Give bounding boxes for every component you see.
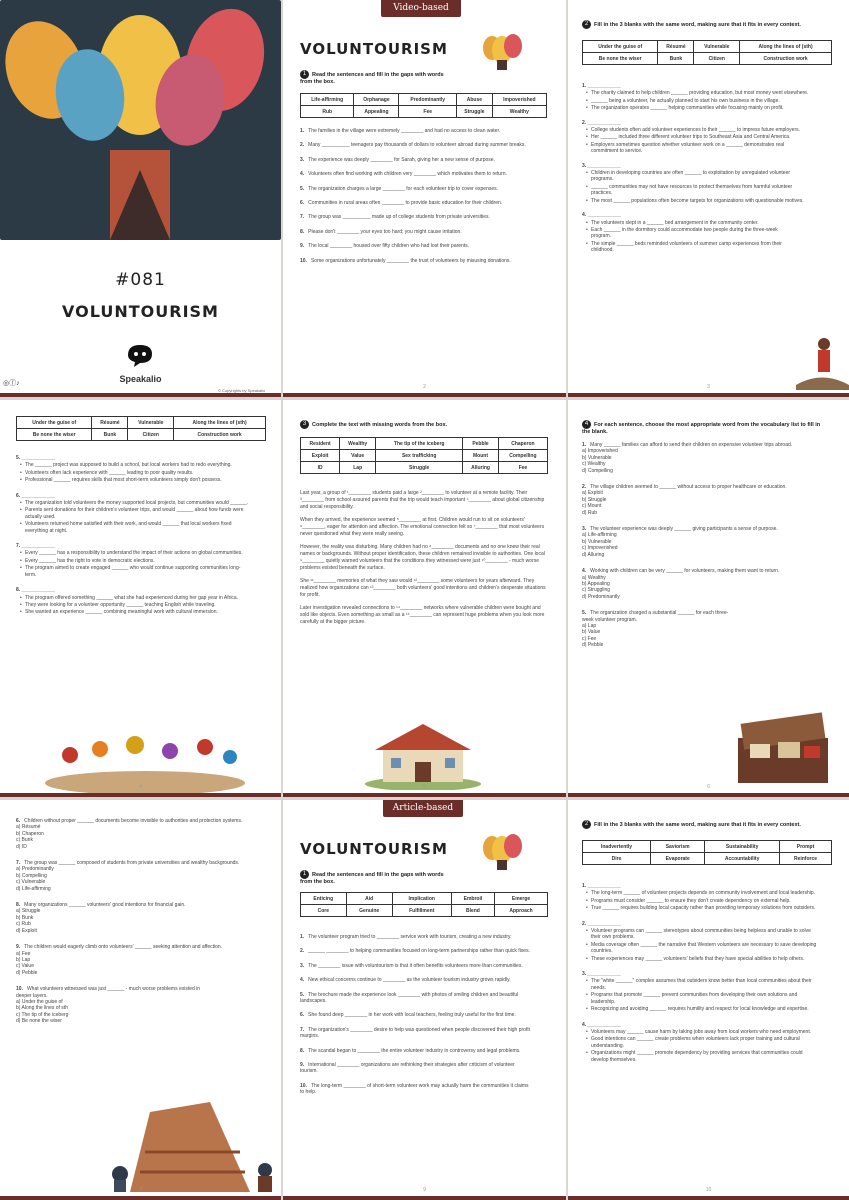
option[interactable]: b) Compelling: [16, 872, 47, 879]
exercise-sentence: • Every ______ has the right to vote in democratic elections.: [20, 558, 251, 564]
exercise-sentence: • Organizations might ______ promote dependency by providing services that communities could develop themselves.: [586, 1050, 817, 1063]
exercise-number-1: 1: [300, 70, 309, 79]
vocab-word: Résumé: [658, 41, 694, 53]
exercise-sentence: • Good intentions can ______ create problems when volunteers lack proper training and cultural understanding.: [586, 1036, 817, 1049]
option[interactable]: b) Struggle: [582, 496, 607, 503]
option[interactable]: c) The tip of the iceberg: [16, 1011, 69, 1018]
option[interactable]: d) Rub: [582, 509, 598, 516]
vocab-word: Core: [301, 905, 347, 917]
page-multiple-choice-2: 6. Children without proper ______ documents become invisible to authorities and protection systems. a) Résumé b) Chaperon c) Bunk d) ID 7. The group was ______ composed of students from private universities and wealthy backgrounds. a) Predominantly b) Compelling c) Vulnerable d) Life-affirming 8. Many organizations ______ volunteers' good intentions for financial gain. a) Struggle b) Bunk c) Rub d) Exploit 9. The children would eagerly climb onto volunteers' ______ seeking attention and affection. a) Fee b) Lap c) Value d) Pebble 10. What volunteers witnessed was just ______ - much worse problems existed in deeper layers. a) Under the guise of b) Along the lines of sth c) The tip of the iceberg d) Be none the wiser 7: [0, 800, 281, 1200]
footer-bar: [0, 1196, 281, 1200]
vocab-word: Compelling: [498, 450, 547, 462]
masks-illustration: [0, 0, 281, 240]
vocab-word: Predominantly: [399, 94, 457, 106]
page-number: 2: [423, 384, 426, 390]
vocab-word: Fee: [399, 106, 457, 118]
option[interactable]: b) Appealing: [582, 580, 610, 587]
footer-bar: [283, 793, 566, 797]
vocab-word: Embroil: [451, 893, 494, 905]
question-text: The village children seemed to ______ without access to proper healthcare or education.: [590, 484, 787, 491]
option[interactable]: b) Lap: [16, 956, 31, 963]
exercise-item: New ethical concerns continue to ________ as the volunteer tourism industry grows rapidly.: [308, 977, 511, 984]
option[interactable]: d) Life-affirming: [16, 885, 51, 892]
exercise-number-2: 2: [582, 20, 591, 29]
vocab-word: Alluring: [463, 462, 499, 474]
school-illustration: [363, 718, 483, 790]
exercise-sentence: • The charity claimed to help children ______ providing education, but most money went elsewhere.: [586, 90, 812, 96]
figure-illustration: [796, 330, 849, 390]
vocab-word: Inadvertently: [583, 841, 651, 853]
exercise-instruction: Read the sentences and fill in the gaps with words from the box.: [300, 71, 444, 85]
page-video-gapfill: Video-based VOLUNTOURISM 1 Read the sentences and fill in the gaps with words from the box. Life-affirming Orphanage Predominantly Abuse Impoverished Rub Appealing Fee Struggle Wealthy 1. The families in the village were extremely ________ and had no access to clean water. 2. Many __________ teenagers pay thousands of dollars to volunteer abroad during summer breaks. 3. The experience was deeply ________ for Sarah, giving her a new sense of purpose. 4. Volunteers often find working with children very ________ which motivates them to return. 5. The organization charges a large ________ for each volunteer trip to cover expenses. 6. Communities in rural areas often ________ to provide basic education for their children. 7. The group was __________ made up of college students from private universities. 8. Please don't ________ your eyes too hard; you might cause irritation. 9. The local ________ housed over fifty children who had lost their parents. 10. Some organizations unfortunately ________ the trust of volunteers by misusing donations. 2: [283, 0, 566, 397]
option[interactable]: d) ID: [16, 843, 27, 850]
exercise-item: Some organizations unfortunately ________ the trust of volunteers by misusing donations.: [310, 257, 511, 264]
cover-page: [0, 0, 281, 397]
exercise-sentence: • The most ______ populations often become targets for organizations with questionable motives.: [586, 198, 812, 204]
vocab-word: Resident: [301, 438, 340, 450]
option[interactable]: c) Rub: [16, 921, 31, 928]
vocab-word: Enticing: [301, 893, 347, 905]
text-paragraph: She ¹¹________ memories of what they saw would ¹²________ some volunteers for years afterward. They realized how organizations can ¹³________ both volunteers' good intentions and children's desperate situations for profit.: [300, 578, 546, 598]
masks-thumbnail: [480, 30, 524, 70]
question-text: The children would eagerly climb onto volunteers' ______ seeking attention and affection.: [24, 944, 223, 951]
vocab-word: Evaporate: [651, 853, 705, 865]
exercise-item: The ________ issue with voluntourism is that it often benefits volunteers more than communities.: [308, 962, 523, 969]
pebbles-illustration: [100, 1092, 280, 1192]
option[interactable]: b) Chaperon: [16, 830, 44, 837]
exercise-sentence: • College students often add volunteer experiences to their ______ to impress future employers.: [586, 127, 812, 133]
option[interactable]: b) Vulnerable: [582, 538, 612, 545]
vocab-word: The tip of the iceberg: [376, 438, 463, 450]
option[interactable]: b) Value: [582, 629, 601, 636]
option[interactable]: c) Wealthy: [582, 461, 606, 468]
exercise-item: The brochure made the experience look ________ with photos of smiling children and beautiful landscapes.: [300, 991, 519, 1005]
exercise-instruction: Fill in the 3 blanks with the same word, making sure that it fits in every context.: [594, 21, 801, 28]
tiktok-icon[interactable]: ♪: [16, 380, 20, 387]
exercise-sentence: • Volunteer programs can ______ stereotypes about communities being helpless and unable to solve their own problems.: [586, 928, 817, 941]
suitcase-illustration: [728, 708, 838, 788]
text-paragraph: Later investigation revealed connections to ¹⁴________ networks where vulnerable children were bought and sold like objects. Even something as small as a ¹⁵________ can represent huge problems when you look more carefully at the bigger picture.: [300, 605, 545, 625]
exercise-item: The organization's ________ desire to help was questioned when people discovered their high profit margins.: [300, 1026, 530, 1040]
vocab-word: Chaperon: [498, 438, 547, 450]
text-paragraph: When they arrived, the experience seemed ⁵________ at first. Children would run to sit on volunteers' ⁶________, eager for attention and affection. The emotional connection felt so ⁷________ that most volunteers never questioned what they were really seeing.: [300, 517, 545, 537]
exercise-sentence: • Parents sent donations for their children's volunteer trips, and would ______ about how funds were actually used.: [20, 507, 251, 520]
option[interactable]: a) Under the guise of: [16, 998, 63, 1005]
exercise-sentence: • The simple ______ beds reminded volunteers of summer camp experiences from their childhood.: [586, 241, 782, 254]
brand-name: Speakalio: [119, 374, 162, 384]
vocab-word: Construction work: [740, 53, 832, 65]
option[interactable]: d) Alluring: [582, 551, 605, 558]
option[interactable]: d) Exploit: [16, 927, 37, 934]
vocab-word: Approach: [495, 905, 548, 917]
exercise-item: The local ________ housed over fifty children who had lost their parents.: [308, 243, 470, 250]
exercise-sentence: • Programs that promote ______ prevent communities from developing their own solutions and leadership.: [586, 992, 817, 1005]
vocab-word: Genuine: [346, 905, 392, 917]
exercise-instruction: Read the sentences and fill in the gaps with words from the box.: [300, 871, 444, 885]
page-multiple-choice-1: 4 For each sentence, choose the most appropriate word from the vocabulary list to fill in the blank. 1. Many ______ families can afford to send their children on expensive volunteer trips abroad. a) Impoverished b) Vulnerable c) Wealthy d) Compelling 2. The village children seemed to ______ without access to proper healthcare or education. a) Exploit b) Struggle c) Mount d) Rub 3. The volunteer experience was deeply ______ giving participants a sense of purpose. a) Life-affirming b) Vulnerable c) Impoverished d) Alluring 4. Working with children can be very ______ for volunteers, making them want to return. a) Wealthy b) Appealing c) Struggling d) Predominantly 5. The organization charged a substantial ______ for each three-week volunteer program. a) Lap b) Value c) Fee d) Pebble 6: [568, 400, 849, 797]
question-text: The group was ______ composed of students from private universities and wealthy backgrounds.: [24, 860, 240, 867]
vocab-word: Lap: [340, 462, 376, 474]
exercise-sentence: • ______ communities may not have resources to protect themselves from harmful volunteer practices.: [586, 184, 812, 197]
footer-bar: [0, 793, 281, 797]
vocab-word: Vulnerable: [694, 41, 740, 53]
option[interactable]: d) Pebble: [16, 969, 38, 976]
exercise-number-2: 2: [582, 820, 591, 829]
vocab-word: Sex trafficking: [376, 450, 463, 462]
exercise-sentence: • Volunteers returned home satisfied with their work, and would ______ that local workers fixed everything at night.: [20, 521, 251, 534]
page-text-completion: [283, 400, 566, 797]
vocab-word: Abuse: [457, 94, 493, 106]
video-based-tag: Video-based: [381, 0, 461, 17]
exercise-sentence: • Each ______ in the dormitory could accommodate two people during the three-week program.: [586, 227, 782, 240]
exercise-item: International ________ organizations are rethinking their strategies after criticism of volunteer tourism.: [300, 1062, 515, 1075]
footer-bar: [283, 393, 566, 397]
option[interactable]: a) Predominantly: [16, 866, 54, 873]
vocab-word: Citizen: [694, 53, 740, 65]
exercise-item: The families in the village were extremely ________ and had no access to clean water.: [308, 128, 501, 134]
vocab-word: Emerge: [495, 893, 548, 905]
vocab-box: [582, 40, 832, 65]
vocab-word: Wealthy: [340, 438, 376, 450]
copyright: © Copyrights by Speakalio: [218, 388, 266, 393]
footer-bar: [568, 793, 849, 797]
option[interactable]: d) Be none the wiser: [16, 1018, 62, 1025]
exercise-item: ______ ________ to helping communities focused on long-term partnerships rather than quick fixes.: [308, 948, 530, 955]
section-title: VOLUNTOURISM: [300, 40, 448, 58]
vocab-word: Orphanage: [354, 94, 399, 106]
option[interactable]: b) Along the lines of sth: [16, 1005, 68, 1012]
vocab-word: Fee: [498, 462, 547, 474]
vocab-word: Fulfillment: [392, 905, 451, 917]
exercise-sentence: • Children in developing countries are often ______ to exploitation by unregulated volunteer programs.: [586, 170, 812, 183]
vocab-box: [16, 416, 266, 441]
question-text: Many organizations ______ volunteers' good intentions for financial gain.: [24, 902, 186, 909]
text-paragraph: However, the reality was disturbing. Many children had no ⁸________ documents and no one knew their real names or backgrounds. Without proper identification, these children remained invisible to authorities. One local ⁹________ quietly warned volunteers that the conditions they witnessed were just ¹⁰________ - much worse problems existed beneath the surface.: [300, 544, 545, 571]
question-text: Children without proper ______ documents become invisible to authorities and protection systems.: [24, 818, 243, 824]
question-text: The organization charged a substantial ______ for each three-week volunteer program.: [582, 610, 729, 623]
option[interactable]: a) Exploit: [582, 490, 603, 497]
vocab-word: Accountability: [705, 853, 780, 865]
option[interactable]: a) Wealthy: [582, 574, 606, 581]
vocab-box: [300, 437, 548, 474]
exercise-item: Many __________ teenagers pay thousands of dollars to volunteer abroad during summer breaks.: [308, 142, 526, 149]
option[interactable]: b) Bunk: [16, 914, 34, 921]
option[interactable]: c) Fee: [582, 635, 597, 642]
vocab-word: Saviorism: [651, 841, 705, 853]
page-number: 6: [707, 784, 710, 790]
exercise-number-4: 4: [582, 420, 591, 429]
exercise-sentence: • Her ______ included three different volunteer trips to Southeast Asia and Central America.: [586, 134, 812, 140]
question-text: Working with children can be very ______ for volunteers, making them want to return.: [590, 568, 780, 575]
vocab-word: Implication: [392, 893, 451, 905]
exercise-sentence: • The long-term ______ of volunteer projects depends on community involvement and local leadership.: [586, 890, 817, 896]
exercise-sentence: • Employers sometimes question whether volunteer work on a ______ demonstrates real commitment to service.: [586, 142, 812, 155]
page-number: 7: [139, 1187, 142, 1193]
vocab-word: Under the guise of: [583, 41, 658, 53]
vocab-word: Life-affirming: [301, 94, 354, 106]
exercise-sentence: • Media coverage often ______ the narrative that Western volunteers are necessary to save developing countries.: [586, 942, 817, 955]
vocab-word: Impoverished: [492, 94, 546, 106]
exercise-item: Volunteers often find working with children very ________ which motivates them to return.: [308, 171, 507, 178]
exercise-sentence: • ______ being a volunteer, he actually planned to start his own business in the village.: [586, 98, 812, 104]
exercise-sentence: • Every ______ has a responsibility to understand the impact of their actions on global communities.: [20, 550, 251, 556]
exercise-sentence: • The ______ project was supposed to build a school, but local workers had to redo everything.: [20, 462, 251, 468]
option[interactable]: d) Compelling: [582, 467, 613, 474]
vocab-word: Be none the wiser: [17, 429, 92, 441]
vocab-word: Bunk: [658, 53, 694, 65]
vocab-word: Pebble: [463, 438, 499, 450]
vocab-word: Value: [340, 450, 376, 462]
question-text: The volunteer experience was deeply ______ giving participants a sense of purpose.: [590, 526, 778, 533]
exercise-sentence: • The volunteers slept in a ______ bed arrangement in the community center.: [586, 220, 782, 226]
exercise-item: She found deep ________ in her work with local teachers, feeling truly useful for the first time.: [308, 1012, 516, 1019]
page-same-word-article: 2 Fill in the 3 blanks with the same word, making sure that it fits in every context. Inadvertently Saviorism Sustainability Prompt Dire Evaporate Accountability Reinforce 1. ____________ • The long-term ______ of volunteer projects depends on community involvement and local leadership. • Programs must consider ______ to ensure they don't create dependency on external help. • True ______ requires building local capacity rather than providing temporary solutions from outsiders. 2. ____________ • Volunteer programs can ______ stereotypes about communities being helpless and unable to solve their own problems. • Media coverage often ______ the narrative that Western volunteers are necessary to save developing countries. • These experiences may ______ volunteers' beliefs that they have special abilities to help others. 3. ____________ • The "white ______" complex assumes that outsiders know better than local communities about their needs. • Programs that promote ______ prevent communities from developing their own solutions and leadership. • Recognizing and avoiding ______ requires humility and respect for local knowledge and expertise. 4. ____________ • Volunteers may ______ cause harm by taking jobs away from local workers who need employment. • Good intentions can ______ create problems when volunteers lack proper training and cultural understanding. • Organizations might ______ promote dependency by providing services that communities could develop themselves. 10: [568, 800, 849, 1200]
exercise-sentence: • True ______ requires building local capacity rather than providing temporary solutions from outsiders.: [586, 905, 817, 911]
option[interactable]: c) Bunk: [16, 837, 33, 844]
vocab-word: Citizen: [128, 429, 174, 441]
vocab-box: [300, 892, 548, 917]
exercise-sentence: • Volunteers often lack experience with ______ leading to poor quality results.: [20, 470, 251, 476]
workbook-code: #081: [115, 270, 166, 290]
exercise-item: The experience was deeply ________ for Sarah, giving her a new sense of purpose.: [308, 156, 495, 163]
option[interactable]: a) Struggle: [16, 908, 41, 915]
option[interactable]: a) Impoverished: [582, 448, 618, 455]
question-text: Many ______ families can afford to send their children on expensive volunteer trips abroad.: [590, 442, 793, 448]
facebook-icon[interactable]: ⓕ: [9, 380, 17, 387]
exercise-sentence: • The program aimed to create engaged ______ who would continue supporting communities long-term.: [20, 565, 251, 578]
vocab-word: Construction work: [174, 429, 266, 441]
option[interactable]: c) Mount: [582, 503, 602, 510]
page-number: 5: [423, 784, 426, 790]
exercise-sentence: • Recognizing and avoiding ______ requires humility and respect for local knowledge and expertise.: [586, 1006, 817, 1012]
exercise-instruction: Fill in the 3 blanks with the same word, making sure that it fits in every context.: [594, 821, 801, 828]
footer-bar: [568, 393, 849, 397]
vocab-word: Struggle: [376, 462, 463, 474]
page-article-gapfill: Article-based VOLUNTOURISM 1 Read the sentences and fill in the gaps with words from the box. Enticing Aid Implication Embroil Emerge Core Genuine Fulfillment Blend Approach 1. The volunteer program tried to ________ service work with tourism, creating a new industry. 2. ______ ________ to helping communities focused on long-term partnerships rather than quick fixes. 3. The ________ issue with voluntourism is that it often benefits volunteers more than communities. 4. New ethical concerns continue to ________ as the volunteer tourism industry grows rapidly. 5. The brochure made the experience look ________ with photos of smiling children and beautiful landscapes. 6. She found deep ________ in her work with local teachers, feeling truly useful for the first time. 7. The organization's ________ desire to help was questioned when people discovered their high profit margins. 8. The scandal began to ________ the entire volunteer industry in controversy and legal problems. 9. International ________ organizations are rethinking their strategies after criticism of volunteer tourism. 10. The long-term ________ of short-term volunteer work may actually harm the communities it claims to help. 9: [283, 800, 566, 1200]
vocab-word: Wealthy: [492, 106, 546, 118]
exercise-sentence: • The program offered something ______ what she had experienced during her gap year in Africa.: [20, 595, 251, 601]
vocab-box: [582, 840, 832, 865]
vocab-word: Dire: [583, 853, 651, 865]
vocab-word: Rub: [301, 106, 354, 118]
vocab-word: Sustainability: [705, 841, 780, 853]
vocab-word: Blend: [451, 905, 494, 917]
page-number: 10: [705, 1187, 712, 1193]
exercise-instruction: Complete the text with missing words from the box.: [312, 421, 448, 428]
vocab-word: Résumé: [92, 417, 128, 429]
exercise-instruction: For each sentence, choose the most appropriate word from the vocabulary list to fill in the blank.: [582, 421, 821, 435]
exercise-item: The group was __________ made up of college students from private universities.: [308, 214, 490, 221]
vocab-word: Prompt: [779, 841, 831, 853]
page-same-word-1: 2 Fill in the 3 blanks with the same word, making sure that it fits in every context. Under the guise of Résumé Vulnerable Along the lines of (sth) Be none the wiser Bunk Citizen Construction work 1. ____________ • The charity claimed to help children ______ providing education, but most money went elsewhere. • ______ being a volunteer, he actually planned to start his own business in the village. • The organization operates ______ helping communities while focusing mainly on profit. 2. ____________ • College students often add volunteer experiences to their ______ to impress future employers. • Her ______ included three different volunteer trips to Southeast Asia and Central America. • Employers sometimes question whether volunteer work on a ______ demonstrates real commitment to service. 3. ____________ • Children in developing countries are often ______ to exploitation by unregulated volunteer programs. • ______ communities may not have resources to protect themselves from harmful volunteer practices. • The most ______ populations often become targets for organizations with questionable motives. 4. ____________ • The volunteers slept in a ______ bed arrangement in the community center. • Each ______ in the dormitory could accommodate two people during the three-week program. • The simple ______ beds reminded volunteers of summer camp experiences from their childhood. 3: [568, 0, 849, 397]
page-same-word-2: Under the guise of Résumé Vulnerable Along the lines of (sth) Be none the wiser Bunk Citizen Construction work 5. ____________ • The ______ project was supposed to build a school, but local workers had to redo everything. • Volunteers often lack experience with ______ leading to poor quality results. • Professional ______ requires skills that most short-term volunteers simply don't possess. 6. ____________ • The organization told volunteers the money supported local projects, but communities would ______. • Parents sent donations for their children's volunteer trips, and would ______ about how funds were actually used. • Volunteers returned home satisfied with their work, and would ______ that local workers fixed everything at night. 7. ____________ • Every ______ has a responsibility to understand the impact of their actions on global communities. • Every ______ has the right to vote in democratic elections. • The program aimed to create engaged ______ who would continue supporting communities long-term. 8. ____________ • The program offered something ______ what she had experienced during her gap year in Africa. • They were looking for a volunteer opportunity ______ teaching English while traveling. • She wanted an experience ______ combining meaningful work with cultural immersion. 4: [0, 400, 281, 797]
option[interactable]: d) Predominantly: [582, 593, 620, 600]
vocab-word: Bunk: [92, 429, 128, 441]
exercise-sentence: • The organization told volunteers the money supported local projects, but communities would ______.: [20, 500, 251, 506]
vocab-word: Vulnerable: [128, 417, 174, 429]
vocab-word: Appealing: [354, 106, 399, 118]
exercise-sentence: • The "white ______" complex assumes that outsiders know better than local communities about their needs.: [586, 978, 817, 991]
exercise-number-3: 3: [300, 420, 309, 429]
exercise-item: Communities in rural areas often ________ to provide basic education for their children.: [308, 200, 503, 207]
option[interactable]: b) Vulnerable: [582, 454, 612, 461]
option[interactable]: a) Résumé: [16, 824, 41, 831]
exercise-sentence: • The organization operates ______ helping communities while focusing mainly on profit.: [586, 105, 812, 111]
question-text: What volunteers witnessed was just ______ - much worse problems existed in deeper layers.: [16, 986, 201, 999]
vocab-word: Reinforce: [779, 853, 831, 865]
exercise-item: The organization charges a large ________ for each volunteer trip to cover expenses.: [308, 185, 499, 192]
option[interactable]: c) Vulnerable: [16, 879, 46, 886]
footer-bar: [0, 393, 281, 397]
vocab-word: ID: [301, 462, 340, 474]
vocab-word: Mount: [463, 450, 499, 462]
article-based-tag: Article-based: [383, 800, 463, 817]
option[interactable]: c) Struggling: [582, 587, 611, 594]
exercise-item: The long-term ________ of short-term volunteer work may actually harm the communities it claims to help.: [300, 1082, 529, 1096]
exercise-item: The scandal began to ________ the entire volunteer industry in controversy and legal problems.: [308, 1047, 521, 1054]
vocab-word: Be none the wiser: [583, 53, 658, 65]
option[interactable]: a) Lap: [582, 622, 597, 629]
exercise-sentence: • Programs must consider ______ to ensure they don't create dependency on external help.: [586, 898, 817, 904]
vocab-word: Exploit: [301, 450, 340, 462]
exercise-item: Please don't ________ your eyes too hard; you might cause irritation.: [308, 228, 462, 235]
exercise-number-1: 1: [300, 870, 309, 879]
speakalio-logo: [124, 343, 158, 371]
footer-bar: [568, 1196, 849, 1200]
exercise-item: The volunteer program tried to ________ service work with tourism, creating a new industry.: [308, 934, 512, 940]
option[interactable]: a) Fee: [16, 950, 31, 957]
masks-thumbnail: [480, 830, 524, 870]
text-paragraph: Last year, a group of ¹________ students paid a large ²________ to volunteer at a remote facility. Their ³________ from school assured parents that the trip would teach important ⁴________ about global citizenship and social responsibility.: [300, 490, 545, 510]
page-number: 4: [139, 784, 142, 790]
option[interactable]: c) Impoverished: [582, 545, 618, 552]
exercise-sentence: • She wanted an experience ______ combining meaningful work with cultural immersion.: [20, 609, 251, 615]
exercise-sentence: • They were looking for a volunteer opportunity ______ teaching English while traveling.: [20, 602, 251, 608]
vocab-word: Aid: [346, 893, 392, 905]
exercise-sentence: • These experiences may ______ volunteers' beliefs that they have special abilities to help others.: [586, 956, 817, 962]
cover-title: VOLUNTOURISM: [62, 302, 219, 321]
vocab-word: Under the guise of: [17, 417, 92, 429]
exercise-sentence: • Volunteers may ______ cause harm by taking jobs away from local workers who need employment.: [586, 1029, 817, 1035]
vocab-word: Along the lines of (sth): [174, 417, 266, 429]
social-icons: [3, 378, 20, 388]
page-number: 9: [423, 1187, 426, 1193]
exercise-sentence: • Professional ______ requires skills that most short-term volunteers simply don't possess.: [20, 477, 251, 483]
vocab-word: Along the lines of (sth): [740, 41, 832, 53]
section-title: VOLUNTOURISM: [300, 840, 448, 858]
footer-bar: [283, 1196, 566, 1200]
page-number: 3: [707, 384, 710, 390]
instagram-icon[interactable]: ◎: [3, 380, 10, 387]
option[interactable]: a) Life-affirming: [582, 532, 617, 539]
option[interactable]: c) Value: [16, 963, 34, 970]
option[interactable]: d) Pebble: [582, 642, 604, 649]
vocab-box: [300, 93, 547, 118]
vocab-word: Struggle: [457, 106, 493, 118]
